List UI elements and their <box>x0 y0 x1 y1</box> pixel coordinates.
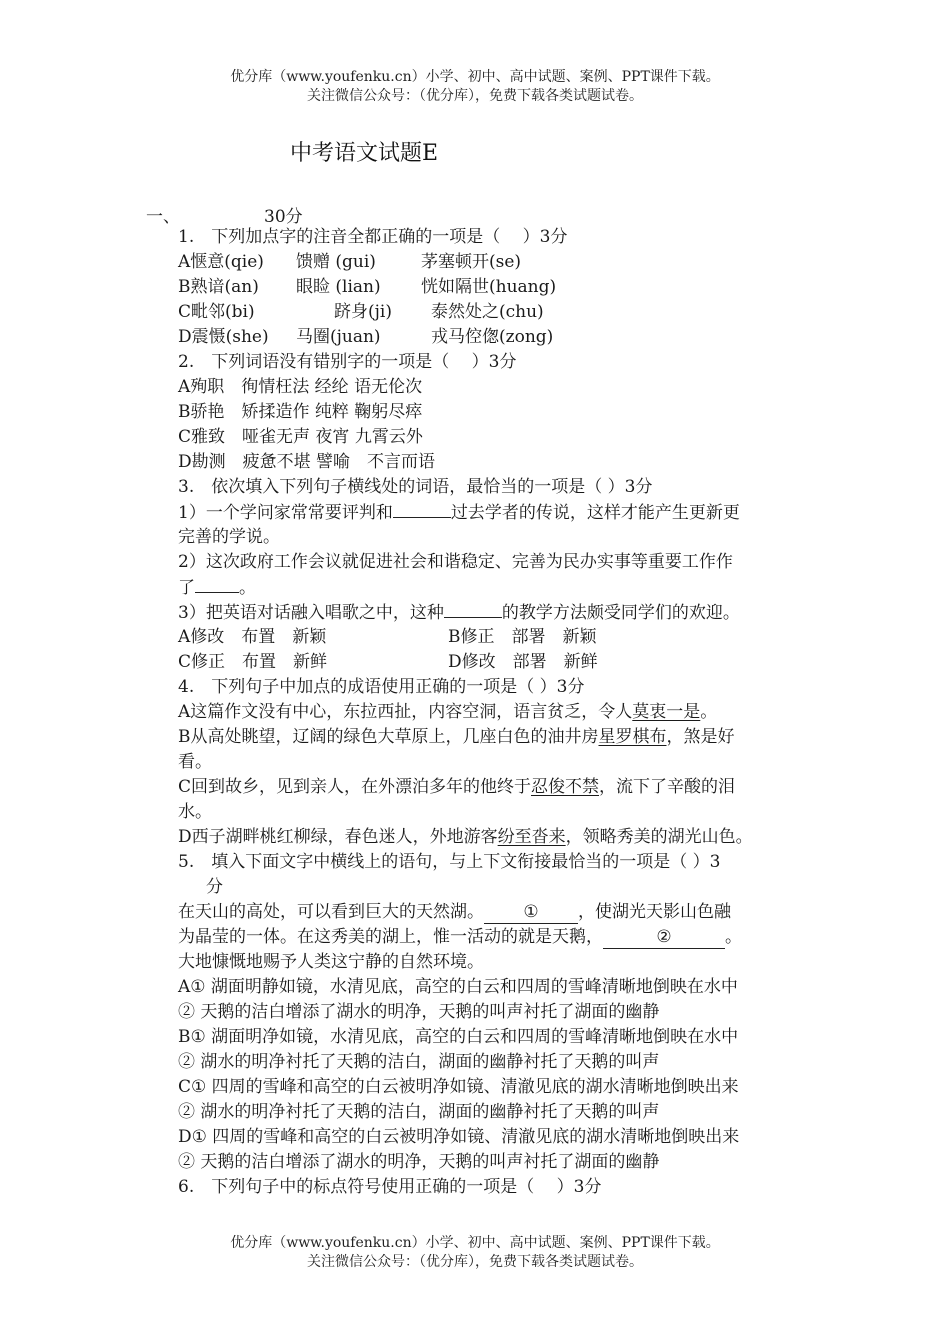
q3-s1-continued: 完善的学说。 <box>178 527 280 547</box>
footer-line-2: 关注微信公众号：（优分库），免费下载各类试题试卷。 <box>307 1254 643 1270</box>
section-label: 一、 <box>146 207 180 227</box>
q3-blank-2 <box>195 576 239 593</box>
q5-passage-line-1 <box>178 901 731 924</box>
q5-blank-2: ② <box>603 926 725 949</box>
q3-sentence-1 <box>178 501 740 524</box>
q4-c-end: ，流下了辛酸的泪 <box>599 777 736 797</box>
page-title: 中考语文试题E <box>290 141 439 166</box>
q5-option-c-2: ② 湖水的明净衬托了天鹅的洁白，湖面的幽静衬托了天鹅的叫声 <box>178 1102 660 1122</box>
q5-passage-line-2 <box>178 926 742 949</box>
q3-blank-1 <box>393 501 451 518</box>
q6-stem: 6. 下列句子中的标点符号使用正确的一项是（ ）3分 <box>178 1177 602 1197</box>
q1-d-1: D震慑(she) <box>178 327 269 347</box>
q2-stem: 2. 下列词语没有错别字的一项是（ ）3分 <box>178 352 517 372</box>
q4-c-idiom: 忍俊不禁 <box>531 777 600 797</box>
q3-s2-text-c: 。 <box>239 578 256 598</box>
q3-option-c: C修正 布置 新鲜 <box>178 652 328 672</box>
q1-stem: 1. 下列加点字的注音全都正确的一项是（ ）3分 <box>178 227 568 247</box>
q5-option-d-1: D① 四周的雪峰和高空的白云被明净如镜、清澈见底的湖水清晰地倒映出来 <box>178 1127 740 1147</box>
q4-option-c-continued: 水。 <box>178 802 212 822</box>
q4-a-text: A这篇作文没有中心，东拉西扯，内容空洞，语言贫乏，令人 <box>178 702 633 722</box>
q1-c-2: 跻身(ji) <box>334 302 392 322</box>
q3-s2-continued <box>178 576 256 599</box>
q4-option-d <box>178 826 753 848</box>
q1-d-3: 戎马倥偬(zong) <box>431 327 554 347</box>
section-heading <box>146 202 303 227</box>
q5-option-d-2: ② 天鹅的洁白增添了湖水的明净，天鹅的叫声衬托了湖面的幽静 <box>178 1152 660 1172</box>
q5-p1-text-a: 在天山的高处，可以看到巨大的天然湖。 <box>178 902 484 922</box>
q3-s3-text-a: 3）把英语对话融入唱歌之中，这种 <box>178 603 444 623</box>
q2-option-b: B骄艳 矫揉造作 纯粹 鞠躬尽瘁 <box>178 402 423 422</box>
q4-c-text: C回到故乡，见到亲人，在外漂泊多年的他终于 <box>178 777 532 797</box>
q5-option-a-1: A① 湖面明静如镜，水清见底，高空的白云和四周的雪峰清晰地倒映在水中 <box>178 977 738 997</box>
q1-b-2: 眼睑 (lian) <box>296 277 381 297</box>
q2-option-d: D勘测 疲惫不堪 譬喻 不言而语 <box>178 452 436 472</box>
q3-option-b: B修正 部署 新颖 <box>448 627 597 647</box>
q3-s2-text-b: 了 <box>178 578 195 598</box>
q1-b-1: B熟谙(an) <box>178 277 259 297</box>
q5-option-b-1: B① 湖面明净如镜，水清见底，高空的白云和四周的雪峰清晰地倒映在水中 <box>178 1027 739 1047</box>
header-line-2: 关注微信公众号：（优分库），免费下载各类试题试卷。 <box>307 88 643 104</box>
q4-d-end: ，领略秀美的湖光山色。 <box>565 827 753 847</box>
footer-line-1: 优分库（www.youfenku.cn）小学、初中、高中试题、案例、PPT课件下载。 <box>230 1235 720 1251</box>
q5-option-c-1: C① 四周的雪峰和高空的白云被明净如镜、清澈见底的湖水清晰地倒映出来 <box>178 1077 739 1097</box>
q2-option-a: A殉职 徇情枉法 经纶 语无伦次 <box>178 377 423 397</box>
q3-s3-text-b: 的教学方法颇受同学们的欢迎。 <box>501 603 740 623</box>
q4-option-c <box>178 776 735 798</box>
q3-stem: 3. 依次填入下列句子横线处的词语，最恰当的一项是（ ）3分 <box>178 477 653 497</box>
q4-option-b-continued: 看。 <box>178 752 212 772</box>
q1-d-2: 马圈(juan) <box>296 327 381 347</box>
q5-p2-text-a: 为晶莹的一体。在这秀美的湖上，惟一活动的就是天鹅， <box>178 927 603 947</box>
q4-stem: 4. 下列句子中加点的成语使用正确的一项是（ ）3分 <box>178 677 585 697</box>
q3-s1-text-b: 过去学者的传说，这样才能产生更新更 <box>450 503 740 523</box>
q5-option-a-2: ② 天鹅的洁白增添了湖水的明净，天鹅的叫声衬托了湖面的幽静 <box>178 1002 660 1022</box>
q4-option-a <box>178 701 717 723</box>
q4-d-idiom: 纷至沓来 <box>497 827 566 847</box>
q4-b-end: ，煞是好 <box>666 727 735 747</box>
q4-option-b <box>178 726 735 748</box>
q3-option-d: D修改 部署 新鲜 <box>448 652 598 672</box>
q5-stem-continued: 分 <box>206 877 223 897</box>
header-line-1: 优分库（www.youfenku.cn）小学、初中、高中试题、案例、PPT课件下载。 <box>230 69 720 85</box>
q4-a-idiom: 莫衷一是 <box>632 702 701 722</box>
q1-a-3: 茅塞顿开(se) <box>421 252 522 272</box>
q1-a-1: A惬意(qie) <box>178 252 264 272</box>
q5-option-b-2: ② 湖水的明净衬托了天鹅的洁白，湖面的幽静衬托了天鹅的叫声 <box>178 1052 660 1072</box>
q4-b-idiom: 星罗棋布 <box>598 727 667 747</box>
section-points: 30分 <box>264 207 303 227</box>
q4-b-text: B从高处眺望，辽阔的绿色大草原上，几座白色的油井房 <box>178 727 599 747</box>
q4-a-end: 。 <box>700 702 718 722</box>
q5-p1-text-b: ，使湖光天影山色融 <box>578 902 731 922</box>
q3-sentence-2: 2）这次政府工作会议就促进社会和谐稳定、完善为民办实事等重要工作作 <box>178 552 733 572</box>
q3-s1-text-a: 1）一个学问家常常要评判和 <box>178 503 393 523</box>
q3-option-a: A修改 布置 新颖 <box>178 627 327 647</box>
q3-blank-3 <box>444 601 502 618</box>
q5-blank-1: ① <box>484 901 578 924</box>
q4-d-text: D西子湖畔桃红柳绿，春色迷人，外地游客 <box>178 827 498 847</box>
q2-option-c: C雅致 哑雀无声 夜宵 九霄云外 <box>178 427 423 447</box>
q5-stem: 5. 填入下面文字中横线上的语句，与上下文衔接最恰当的一项是（ ）3 <box>178 852 721 872</box>
q1-c-3: 泰然处之(chu) <box>431 302 544 322</box>
q5-p2-text-b: 。 <box>725 927 742 947</box>
q5-passage-line-3: 大地慷慨地赐予人类这宁静的自然环境。 <box>178 952 484 972</box>
q1-b-3: 恍如隔世(huang) <box>421 277 557 297</box>
q1-a-2: 馈赠 (gui) <box>296 252 376 272</box>
q3-sentence-3 <box>178 601 740 624</box>
q1-c-1: C毗邻(bi) <box>178 302 255 322</box>
